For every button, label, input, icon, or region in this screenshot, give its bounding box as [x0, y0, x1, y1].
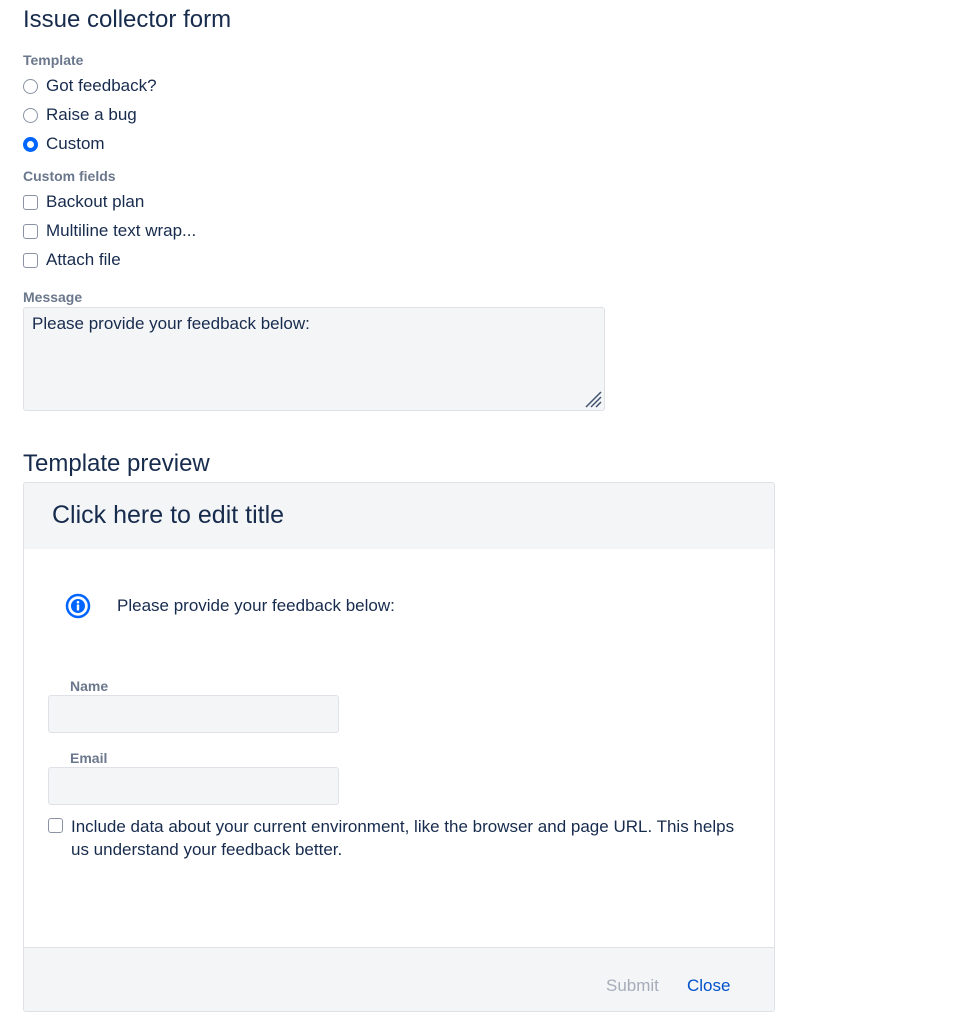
radio-custom[interactable] [23, 132, 105, 156]
environment-checkbox-row[interactable] [48, 815, 748, 861]
radio-label: Got feedback? [46, 76, 157, 95]
page-title: Issue collector form [23, 6, 232, 33]
message-textarea[interactable] [23, 307, 605, 411]
email-label: Email [70, 750, 108, 766]
radio-button[interactable] [23, 108, 38, 123]
name-label: Name [70, 678, 109, 694]
radio-button-selected[interactable] [23, 137, 38, 152]
checkbox-multiline-text-wrap[interactable] [23, 219, 196, 243]
checkbox[interactable] [23, 195, 38, 210]
radio-label: Raise a bug [46, 105, 137, 124]
email-input[interactable] [48, 767, 339, 805]
submit-button[interactable]: Submit [606, 976, 659, 995]
template-preview-heading: Template preview [23, 450, 210, 477]
checkbox[interactable] [48, 818, 63, 833]
preview-dialog [23, 482, 775, 1012]
radio-raise-a-bug[interactable] [23, 103, 137, 127]
dialog-footer [24, 947, 774, 1012]
dialog-header [24, 483, 774, 549]
dialog-title[interactable]: Click here to edit title [52, 501, 285, 529]
checkbox[interactable] [23, 253, 38, 268]
checkbox-attach-file[interactable] [23, 248, 121, 272]
info-message: Please provide your feedback below: [117, 596, 395, 615]
checkbox[interactable] [23, 224, 38, 239]
template-label: Template [23, 52, 84, 68]
radio-got-feedback[interactable] [23, 74, 157, 98]
checkbox-label: Backout plan [46, 192, 145, 211]
checkbox-backout-plan[interactable] [23, 190, 144, 214]
radio-button[interactable] [23, 79, 38, 94]
message-label: Message [23, 289, 83, 305]
environment-text: Include data about your current environment, like the browser and page URL. This helps us understand your feedback better. [71, 817, 735, 859]
info-icon [65, 593, 91, 619]
resize-grip-icon[interactable] [584, 390, 602, 408]
checkbox-label: Multiline text wrap... [46, 221, 197, 240]
close-button[interactable]: Close [687, 976, 731, 995]
name-input[interactable] [48, 695, 339, 733]
message-text[interactable]: Please provide your feedback below: [32, 314, 310, 333]
checkbox-label: Attach file [46, 250, 121, 269]
radio-label: Custom [46, 134, 105, 153]
custom-fields-label: Custom fields [23, 168, 116, 184]
